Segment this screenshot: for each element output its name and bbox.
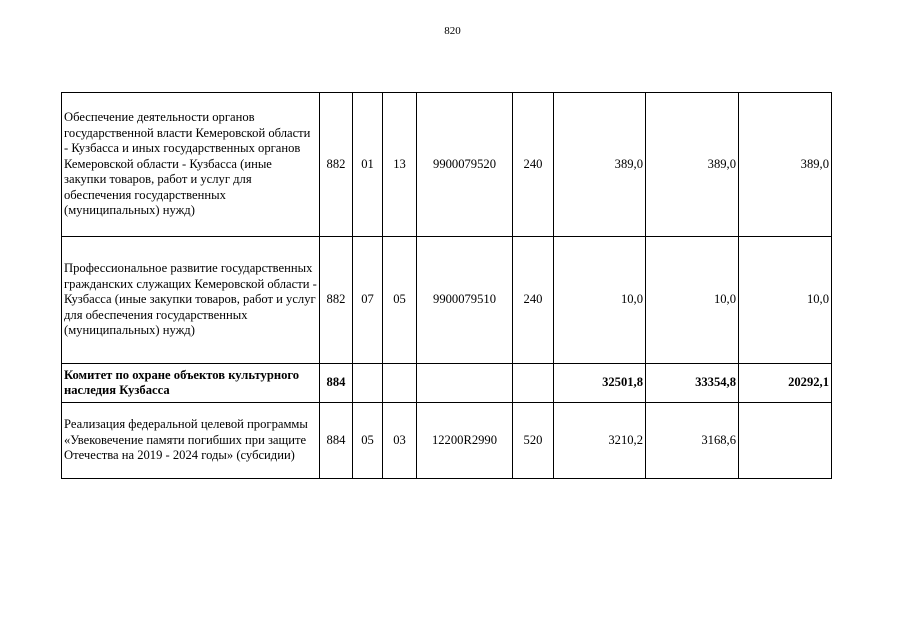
- ministry-code: 884: [320, 364, 353, 403]
- ministry-code: 884: [320, 403, 353, 479]
- amount-year-1: 32501,8: [554, 364, 646, 403]
- subsection-code: 03: [383, 403, 417, 479]
- section-code: 01: [353, 93, 383, 237]
- row-name: Профессиональное развитие государственных гражданских служащих Кемеровской области - Кузбасса (иные закупки товаров, работ и услуг для обеспечения государственных (муниципальных) нужд): [62, 237, 320, 364]
- amount-year-1: 389,0: [554, 93, 646, 237]
- amount-year-1: 10,0: [554, 237, 646, 364]
- amount-year-2: 3168,6: [646, 403, 739, 479]
- target-item-code: 9900079510: [417, 237, 513, 364]
- row-name: Обеспечение деятельности органов государственной власти Кемеровской области - Кузбасса и иных государственных органов Кемеровской области - Кузбасса (иные закупки товаров, работ и услуг для обеспечения государственных (муниципальных) нужд): [62, 93, 320, 237]
- table-row: [62, 403, 832, 479]
- section-code: [353, 364, 383, 403]
- subsection-code: [383, 364, 417, 403]
- page-number: 820: [444, 25, 461, 37]
- target-item-code: 12200R2990: [417, 403, 513, 479]
- expense-type-code: 240: [513, 93, 554, 237]
- amount-year-3: 10,0: [739, 237, 832, 364]
- target-item-code: 9900079520: [417, 93, 513, 237]
- amount-year-3: 20292,1: [739, 364, 832, 403]
- table-row: [62, 93, 832, 237]
- table-row: [62, 364, 832, 403]
- expense-type-code: 520: [513, 403, 554, 479]
- ministry-code: 882: [320, 237, 353, 364]
- expense-type-code: [513, 364, 554, 403]
- section-code: 05: [353, 403, 383, 479]
- amount-year-3: [739, 403, 832, 479]
- amount-year-2: 10,0: [646, 237, 739, 364]
- ministry-code: 882: [320, 93, 353, 237]
- amount-year-2: 33354,8: [646, 364, 739, 403]
- budget-table: [61, 92, 832, 479]
- table-row: [62, 237, 832, 364]
- amount-year-2: 389,0: [646, 93, 739, 237]
- expense-type-code: 240: [513, 237, 554, 364]
- amount-year-3: 389,0: [739, 93, 832, 237]
- row-name: Реализация федеральной целевой программы «Увековечение памяти погибших при защите Отечества на 2019 - 2024 годы» (субсидии): [62, 403, 320, 479]
- section-code: 07: [353, 237, 383, 364]
- row-name: Комитет по охране объектов культурного наследия Кузбасса: [62, 364, 320, 403]
- amount-year-1: 3210,2: [554, 403, 646, 479]
- subsection-code: 05: [383, 237, 417, 364]
- subsection-code: 13: [383, 93, 417, 237]
- target-item-code: [417, 364, 513, 403]
